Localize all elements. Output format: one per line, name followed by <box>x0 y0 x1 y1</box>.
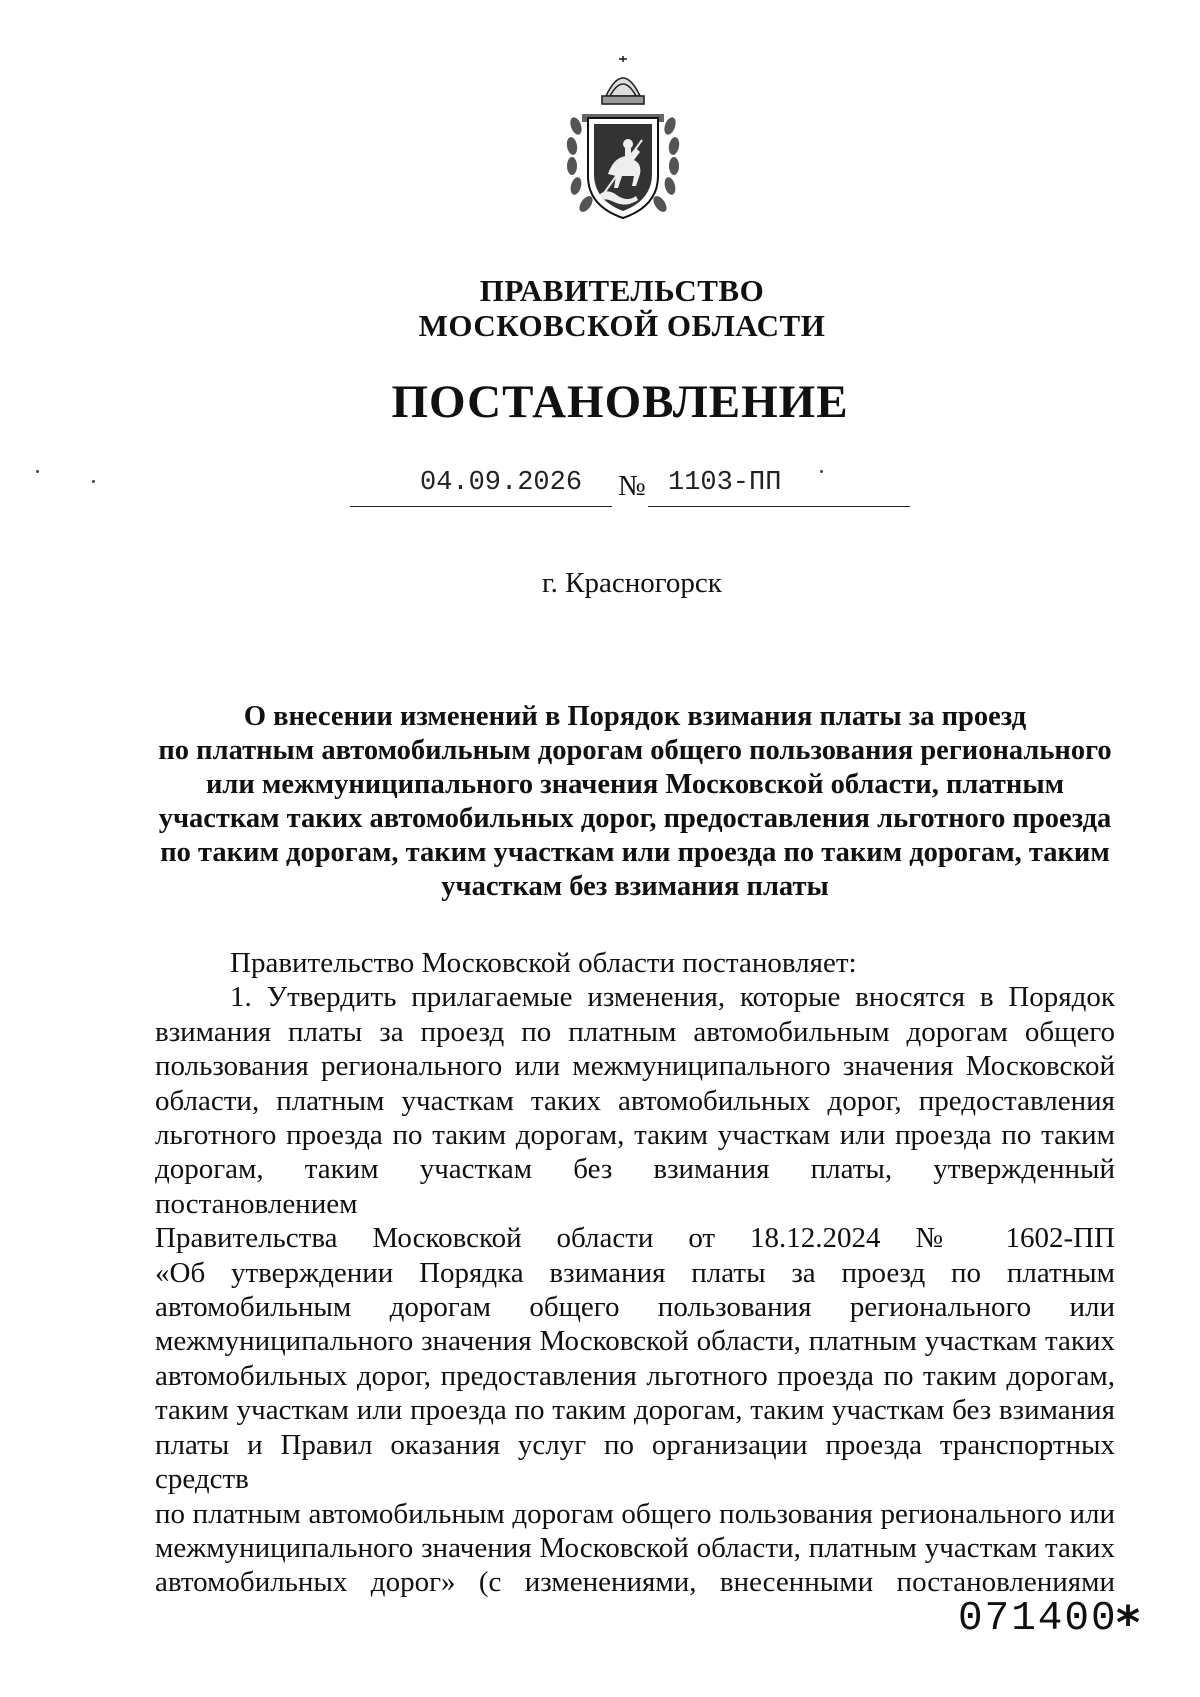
title-line: О внесении изменений в Порядок взимания платы за проезд <box>243 701 1027 732</box>
paragraph-line: 1. Утвердить прилагаемые изменения, которые вносятся в Порядок <box>230 981 1115 1014</box>
city-name: г. Красногорск <box>542 567 722 599</box>
paragraph-line: автомобильным дорогам общего пользования регионального или <box>155 1291 1115 1324</box>
org-name-line-2: МОСКОВСКОЙ ОБЛАСТИ <box>418 308 826 343</box>
title-line: по платным автомобильным дорогам общего пользования регионального <box>158 735 1112 766</box>
scan-speck <box>92 480 95 483</box>
paragraph-line: межмуниципального значения Московской области, платным участкам таких <box>155 1531 1115 1564</box>
org-name-line-1: ПРАВИТЕЛЬСТВО <box>479 273 765 308</box>
document-body <box>155 946 1115 1600</box>
number-sign: № <box>618 470 646 502</box>
document-type-heading: ПОСТАНОВЛЕНИЕ <box>391 376 849 428</box>
coat-of-arms-emblem <box>562 56 684 226</box>
document-date: 04.09.2026 <box>420 468 583 498</box>
paragraph-line: льготного проезда по таким дорогам, таким участкам или проезда по таким <box>155 1119 1115 1152</box>
paragraph-line: дорогам, таким участкам без взимания платы, утвержденный постановлением <box>155 1153 1115 1220</box>
body-intro: Правительство Московской области постановляет: <box>230 947 857 979</box>
paragraph-line: «Об утверждении Порядка взимания платы за проезд по платным <box>155 1256 1115 1289</box>
document-number: 1103-ПП <box>668 468 782 498</box>
paragraph-line: Правительства Московской области от 18.12.2024 № 1602-ПП <box>155 1222 1115 1255</box>
paragraph-line: взимания платы за проезд по платным автомобильным дорогам общего <box>155 1015 1115 1048</box>
paragraph-line: автомобильных дорог» (с изменениями, внесенными постановлениями <box>155 1566 1115 1599</box>
serial-number: 071400 <box>958 1596 1118 1642</box>
title-line: или межмуниципального значения Московской области, платным <box>206 769 1064 800</box>
document-title <box>140 700 1130 904</box>
paragraph-line: платы и Правил оказания услуг по организации проезда транспортных средств <box>155 1428 1115 1496</box>
paragraph-line: межмуниципального значения Московской области, платным участкам таких <box>155 1325 1115 1358</box>
paragraph-line: пользования регионального или межмуниципального значения Московской <box>155 1050 1115 1083</box>
paragraph-line: области, платным участкам таких автомобильных дорог, предоставления <box>155 1084 1115 1117</box>
paragraph-1 <box>155 980 1115 1599</box>
date-underline <box>350 506 612 507</box>
scan-speck <box>820 470 823 473</box>
paragraph-line: по платным автомобильным дорогам общего пользования регионального или <box>155 1497 1115 1530</box>
serial-mark: * <box>1116 1596 1141 1650</box>
paragraph-line: таким участкам или проезда по таким дорогам, таким участкам без взимания <box>155 1394 1115 1427</box>
title-line: участкам без взимания платы <box>441 871 829 902</box>
title-line: участкам таких автомобильных дорог, предоставления льготного проезда <box>158 803 1112 834</box>
title-line: по таким дорогам, таким участкам или проезда по таким дорогам, таким <box>160 837 1110 868</box>
paragraph-line: автомобильных дорог, предоставления льготного проезда по таким дорогам, <box>155 1359 1115 1392</box>
scan-speck <box>36 470 39 473</box>
number-underline <box>648 506 910 507</box>
